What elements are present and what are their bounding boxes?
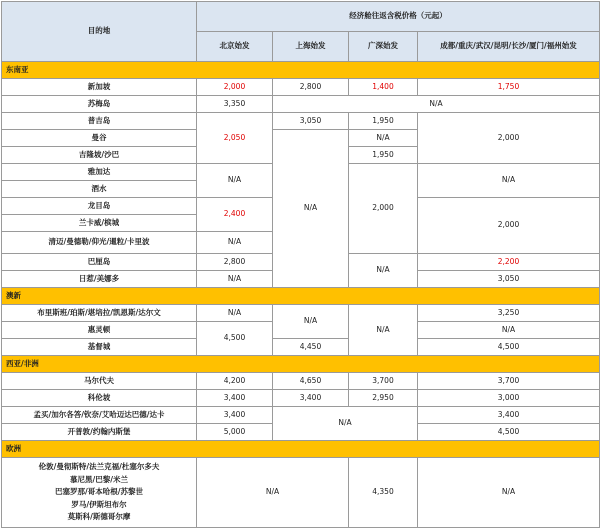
departure-guangshen-header: 广深始发: [349, 32, 418, 62]
price-cell: 1,950: [349, 147, 418, 164]
departure-shanghai-header: 上海始发: [273, 32, 349, 62]
price-cell: 4,350: [349, 458, 418, 528]
price-cell: 4,450: [273, 339, 349, 356]
price-cell: N/A: [197, 305, 273, 322]
price-cell: 3,700: [349, 373, 418, 390]
price-cell: 2,200: [418, 254, 600, 271]
price-cell: 2,000: [197, 79, 273, 96]
section-oceania: 澳新: [2, 288, 600, 305]
price-cell: 2,800: [197, 254, 273, 271]
destination-cell: 清迈/曼德勒/仰光/暹粒/卡里波: [2, 232, 197, 254]
destination-cell: 孟买/加尔各答/钦奈/艾哈迈达巴德/达卡: [2, 407, 197, 424]
section-europe: 欧洲: [2, 441, 600, 458]
price-cell: 4,500: [418, 339, 600, 356]
price-cell: 4,200: [197, 373, 273, 390]
price-cell: 2,000: [418, 198, 600, 254]
price-cell: 4,650: [273, 373, 349, 390]
section-west-asia-africa: 西亚/非洲: [2, 356, 600, 373]
destination-cell: 马尔代夫: [2, 373, 197, 390]
price-cell: 3,000: [418, 390, 600, 407]
table-row: [2, 96, 600, 113]
price-cell: 2,000: [418, 113, 600, 164]
price-cell: N/A: [273, 407, 418, 441]
destination-cell: 雅加达: [2, 164, 197, 181]
destination-cell: 苏梅岛: [2, 96, 197, 113]
price-cell: N/A: [273, 96, 600, 113]
price-cell: 4,500: [197, 322, 273, 356]
price-cell: N/A: [273, 130, 349, 288]
destination-cell: 开普敦/约翰内斯堡: [2, 424, 197, 441]
destination-cell: 惠灵顿: [2, 322, 197, 339]
price-cell: 2,950: [349, 390, 418, 407]
price-cell: 3,050: [273, 113, 349, 130]
departure-beijing-header: 北京始发: [197, 32, 273, 62]
destination-cell: [2, 458, 197, 528]
price-cell: 2,800: [273, 79, 349, 96]
table-row: [2, 305, 600, 322]
price-cell: 1,750: [418, 79, 600, 96]
price-cell: N/A: [418, 458, 600, 528]
price-cell: 1,950: [349, 113, 418, 130]
price-cell: N/A: [273, 305, 349, 339]
price-cell: N/A: [349, 305, 418, 356]
europe-destination-line: 巴塞罗那/哥本哈根/苏黎世: [55, 487, 143, 497]
fare-table: [1, 1, 600, 528]
destination-cell: 龙目岛: [2, 198, 197, 215]
price-cell: N/A: [349, 130, 418, 147]
destination-cell: 吉隆坡/沙巴: [2, 147, 197, 164]
price-title-header: 经济舱往返含税价格（元起）: [197, 2, 600, 32]
price-cell: 4,500: [418, 424, 600, 441]
table-row: [2, 339, 600, 356]
price-cell: 3,400: [418, 407, 600, 424]
price-cell: 5,000: [197, 424, 273, 441]
table-row: [2, 79, 600, 96]
destination-cell: 兰卡威/槟城: [2, 215, 197, 232]
table-row: [2, 113, 600, 130]
europe-destination-line: 莫斯科/斯德哥尔摩: [67, 512, 131, 522]
destination-cell: 科伦坡: [2, 390, 197, 407]
price-cell: N/A: [418, 322, 600, 339]
europe-destination-line: 伦敦/曼彻斯特/法兰克福/杜塞尔多夫: [38, 462, 160, 472]
europe-destination-line: 慕尼黑/巴黎/米兰: [70, 474, 128, 484]
destination-cell: 曼谷: [2, 130, 197, 147]
price-cell: N/A: [197, 458, 349, 528]
price-cell: 3,700: [418, 373, 600, 390]
table-row: [2, 373, 600, 390]
price-cell: N/A: [197, 232, 273, 254]
europe-destination-line: 罗马/伊斯坦布尔: [71, 499, 127, 509]
destination-cell: 基督城: [2, 339, 197, 356]
destination-cell: 布里斯班/珀斯/堪培拉/凯恩斯/达尔文: [2, 305, 197, 322]
departure-chengdu-group-header: 成都/重庆/武汉/昆明/长沙/厦门/福州始发: [418, 32, 600, 62]
price-cell: 2,000: [349, 164, 418, 254]
price-cell: 3,050: [418, 271, 600, 288]
price-cell: 2,050: [197, 113, 273, 164]
price-cell: 2,400: [197, 198, 273, 232]
price-cell: 3,400: [197, 407, 273, 424]
price-cell: 3,400: [273, 390, 349, 407]
price-cell: 3,250: [418, 305, 600, 322]
destination-cell: 巴厘岛: [2, 254, 197, 271]
price-cell: N/A: [197, 164, 273, 198]
price-cell: N/A: [418, 164, 600, 198]
destination-cell: 酒水: [2, 181, 197, 198]
table-row: [2, 458, 600, 528]
destination-cell: 普吉岛: [2, 113, 197, 130]
price-cell: 3,400: [197, 390, 273, 407]
destination-cell: 新加坡: [2, 79, 197, 96]
price-cell: N/A: [197, 271, 273, 288]
destination-cell: 日惹/美娜多: [2, 271, 197, 288]
price-cell: N/A: [349, 254, 418, 288]
table-row: [2, 407, 600, 424]
price-cell: 1,400: [349, 79, 418, 96]
table-row: [2, 390, 600, 407]
destination-header: 目的地: [2, 2, 197, 62]
price-cell: 3,350: [197, 96, 273, 113]
section-southeast-asia: 东南亚: [2, 62, 600, 79]
